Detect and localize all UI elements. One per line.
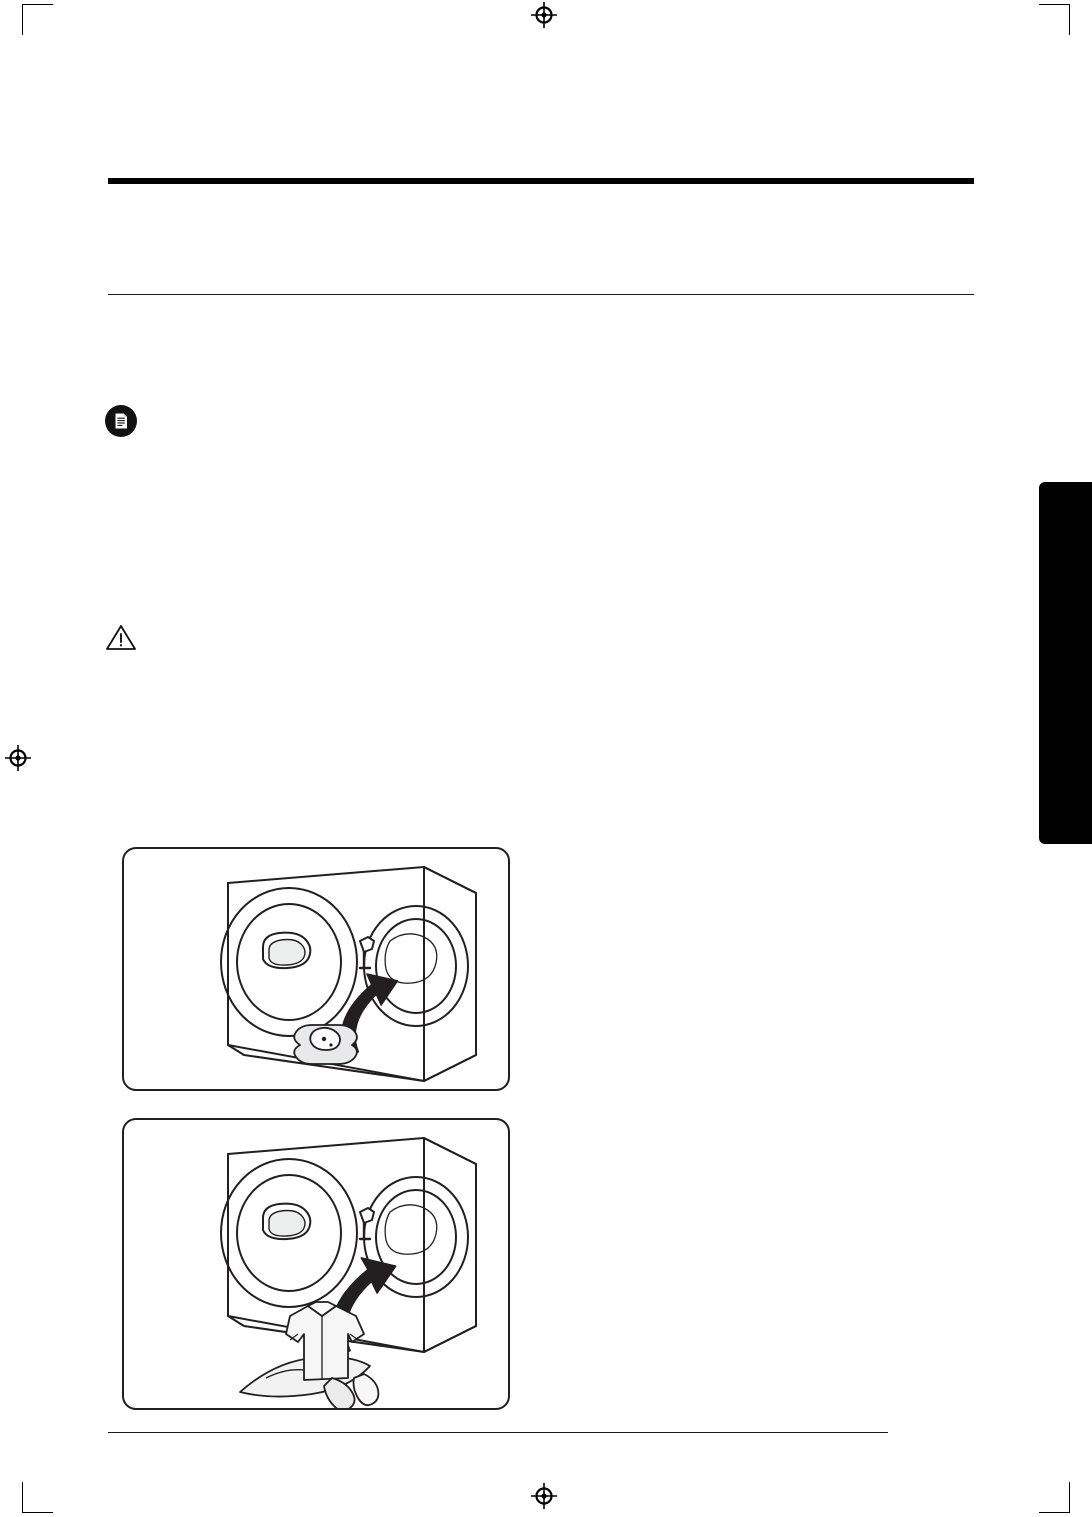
crop-mark-top-right [1039, 4, 1070, 35]
crop-mark-top-left [22, 4, 53, 35]
section-rule-thin [108, 294, 974, 295]
chapter-thumb-tab [1039, 482, 1092, 844]
registration-target-icon [531, 2, 557, 28]
note-block [104, 404, 904, 408]
warning-triangle-icon [104, 620, 138, 654]
crop-mark-bottom-right [1039, 1482, 1070, 1513]
figure-washer-add-door-garments [122, 1118, 510, 1410]
chapter-rule-heavy [108, 178, 974, 184]
registration-target-icon [531, 1483, 557, 1509]
caution-block [104, 620, 904, 624]
figure-washer-add-door-detergent-pack [122, 847, 510, 1091]
footer-rule [108, 1432, 888, 1433]
crop-mark-bottom-left [22, 1482, 53, 1513]
registration-target-icon [5, 745, 31, 771]
note-icon [104, 404, 138, 438]
